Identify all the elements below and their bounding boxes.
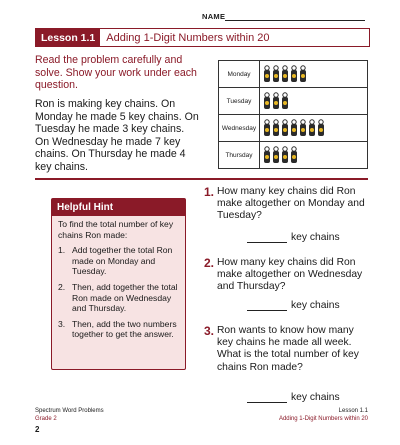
answer-line-3[interactable] [247,392,340,403]
answer-blank[interactable] [247,232,287,243]
key-chain-icon [263,119,271,137]
answer-unit: key chains [291,232,340,243]
key-chain-icon [299,65,307,83]
hint-step [58,282,180,314]
answer-line-2[interactable] [247,300,340,311]
question-number: 3. [204,324,215,338]
footer-book-title: Spectrum Word Problems [35,408,104,414]
question-text: How many key chains did Ron make altogether on Monday and Tuesday? [217,186,365,222]
key-chain-icon [263,146,271,164]
footer-lesson-title: Adding 1-Digit Numbers within 20 [278,415,368,422]
key-chain-icon [308,119,316,137]
key-chain-icon [272,92,280,110]
instructions-text: Read the problem carefully and solve. Show your work under each question. [35,54,197,91]
helpful-hint-box [51,198,186,370]
graph-day-label: Thursday [219,142,260,169]
key-chain-icon [290,146,298,164]
graph-day-label: Wednesday [219,115,260,142]
key-chain-icon [281,119,289,137]
hint-intro: To find the total number of key chains Ron made: [58,219,174,240]
footer-grade: Grade 2 [35,415,57,422]
hint-step [58,319,180,340]
section-divider [35,178,368,180]
key-chain-icon [272,146,280,164]
hint-body [52,216,185,340]
question-number: 2. [204,256,215,270]
graph-icons [260,142,368,169]
graph-day-label: Tuesday [219,88,260,115]
graph-row [219,142,368,169]
lesson-title: Adding 1-Digit Numbers within 20 [106,31,270,44]
graph-row [219,115,368,142]
key-chain-icon [317,119,325,137]
key-chain-icon [263,65,271,83]
question-1 [204,186,369,223]
name-line [225,20,365,21]
answer-line-1[interactable] [247,232,340,243]
hint-step-text: Add together the total Ron made on Monday and Tuesday. [72,245,173,277]
graph-row [219,88,368,115]
hint-step-number: 2. [58,281,66,292]
answer-blank[interactable] [247,392,287,403]
graph-icons [260,115,368,142]
lesson-badge: Lesson 1.1 [36,29,100,46]
key-chain-icon [272,119,280,137]
graph-row [219,61,368,88]
question-2 [204,257,369,294]
lesson-header [35,28,370,47]
story-text: Ron is making key chains. On Monday he made 5 key chains. On Tuesday he made 3 key chains. On Wednesday he made 7 key chains. On Thursday he made 4 key chains. [35,98,199,173]
hint-title: Helpful Hint [52,199,185,216]
answer-unit: key chains [291,300,340,311]
key-chain-icon [281,65,289,83]
name-label: NAME [202,12,226,21]
key-chain-icon [290,65,298,83]
key-chain-icon [272,65,280,83]
key-chain-icon [290,119,298,137]
key-chain-icon [281,92,289,110]
question-3 [204,325,369,374]
graph-icons [260,61,368,88]
page-number: 2 [35,425,40,434]
graph-day-label: Monday [219,61,260,88]
graph-icons [260,88,368,115]
key-chain-icon [263,92,271,110]
key-chain-icon [299,119,307,137]
answer-unit: key chains [291,392,340,403]
question-number: 1. [204,185,215,199]
footer-left [35,408,104,423]
footer-lesson: Lesson 1.1 [338,408,368,414]
answer-blank[interactable] [247,300,287,311]
key-chain-icon [281,146,289,164]
question-text: Ron wants to know how many key chains he made all week. What is the total number of key chains Ron made? [217,325,359,373]
hint-step-number: 1. [58,245,66,256]
hint-step-text: Then, add together the total Ron made on Wednesday and Thursday. [72,281,178,314]
picture-graph [218,60,368,169]
footer-right [250,408,368,423]
hint-step [58,245,180,277]
question-text: How many key chains did Ron make altogether on Wednesday and Thursday? [217,257,363,293]
hint-step-text: Then, add the two numbers together to get the answer. [72,318,177,340]
hint-step-number: 3. [58,318,66,329]
